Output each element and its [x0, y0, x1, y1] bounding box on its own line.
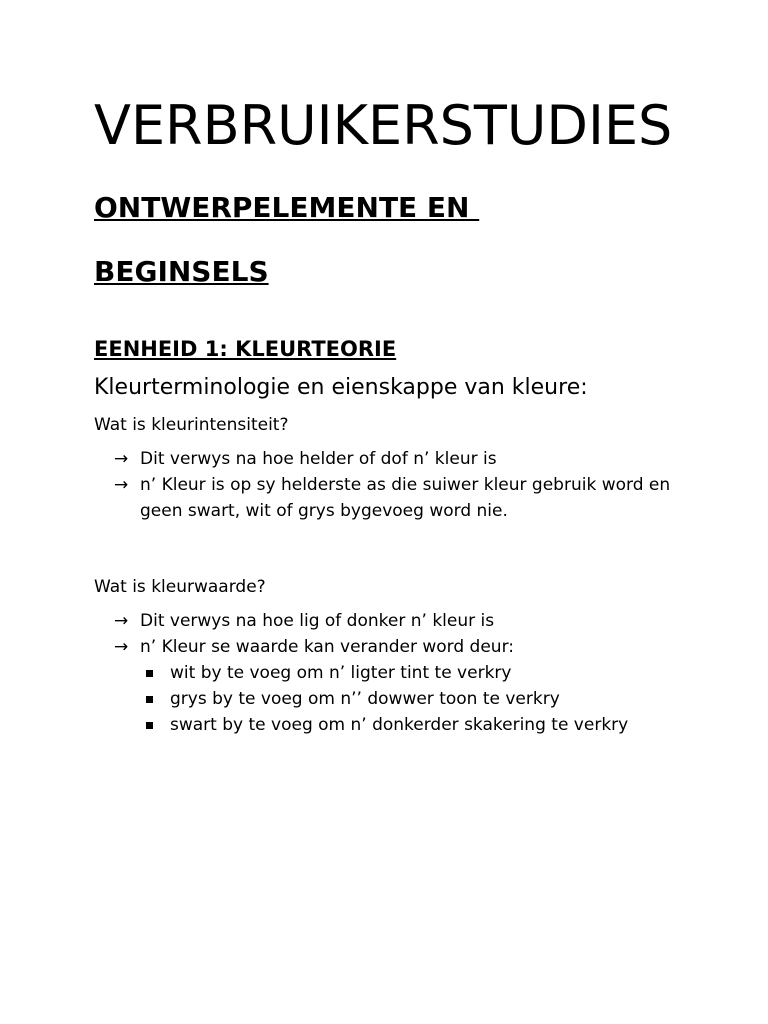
sublist-item — [144, 686, 694, 712]
list-item — [114, 608, 694, 634]
sublist-item — [144, 660, 694, 686]
subtitle-line-1: ONTWERPELEMENTE EN — [94, 191, 480, 224]
question-intensity: Wat is kleurintensiteit? — [94, 415, 289, 435]
list-item-text: Dit verwys na hoe helder of dof n’ kleur is — [140, 449, 497, 469]
list-item — [114, 472, 694, 524]
unit-heading: EENHEID 1: KLEURTEORIE — [94, 337, 397, 361]
list-item-text: n’ Kleur se waarde kan verander word deur: — [140, 637, 514, 657]
value-sublist — [140, 660, 694, 738]
arrow-icon: → — [114, 449, 129, 469]
subtitle-line-2: BEGINSELS — [94, 255, 269, 288]
value-list — [94, 608, 694, 738]
list-item — [114, 634, 694, 738]
arrow-icon: → — [114, 637, 129, 657]
document-title: VERBRUIKERSTUDIES — [94, 94, 673, 157]
intensity-list — [94, 446, 694, 524]
section-heading: Kleurterminologie en eienskappe van kleure: — [94, 375, 588, 400]
document-page — [94, 86, 694, 738]
sublist-item — [144, 712, 694, 738]
square-bullet-icon — [146, 696, 153, 703]
list-item — [114, 446, 694, 472]
arrow-icon: → — [114, 611, 129, 631]
square-bullet-icon — [146, 722, 153, 729]
square-bullet-icon — [146, 670, 153, 677]
question-value: Wat is kleurwaarde? — [94, 577, 266, 597]
sublist-item-text: wit by te voeg om n’ ligter tint te verkry — [170, 663, 512, 683]
list-item-text: n’ Kleur is op sy helderste as die suiwer kleur gebruik word en geen swart, wit of grys bygevoeg word nie. — [140, 475, 671, 521]
list-item-text: Dit verwys na hoe lig of donker n’ kleur is — [140, 611, 495, 631]
arrow-icon: → — [114, 475, 129, 495]
sublist-item-text: swart by te voeg om n’ donkerder skakering te verkry — [170, 715, 629, 735]
sublist-item-text: grys by te voeg om n’’ dowwer toon te verkry — [170, 689, 560, 709]
